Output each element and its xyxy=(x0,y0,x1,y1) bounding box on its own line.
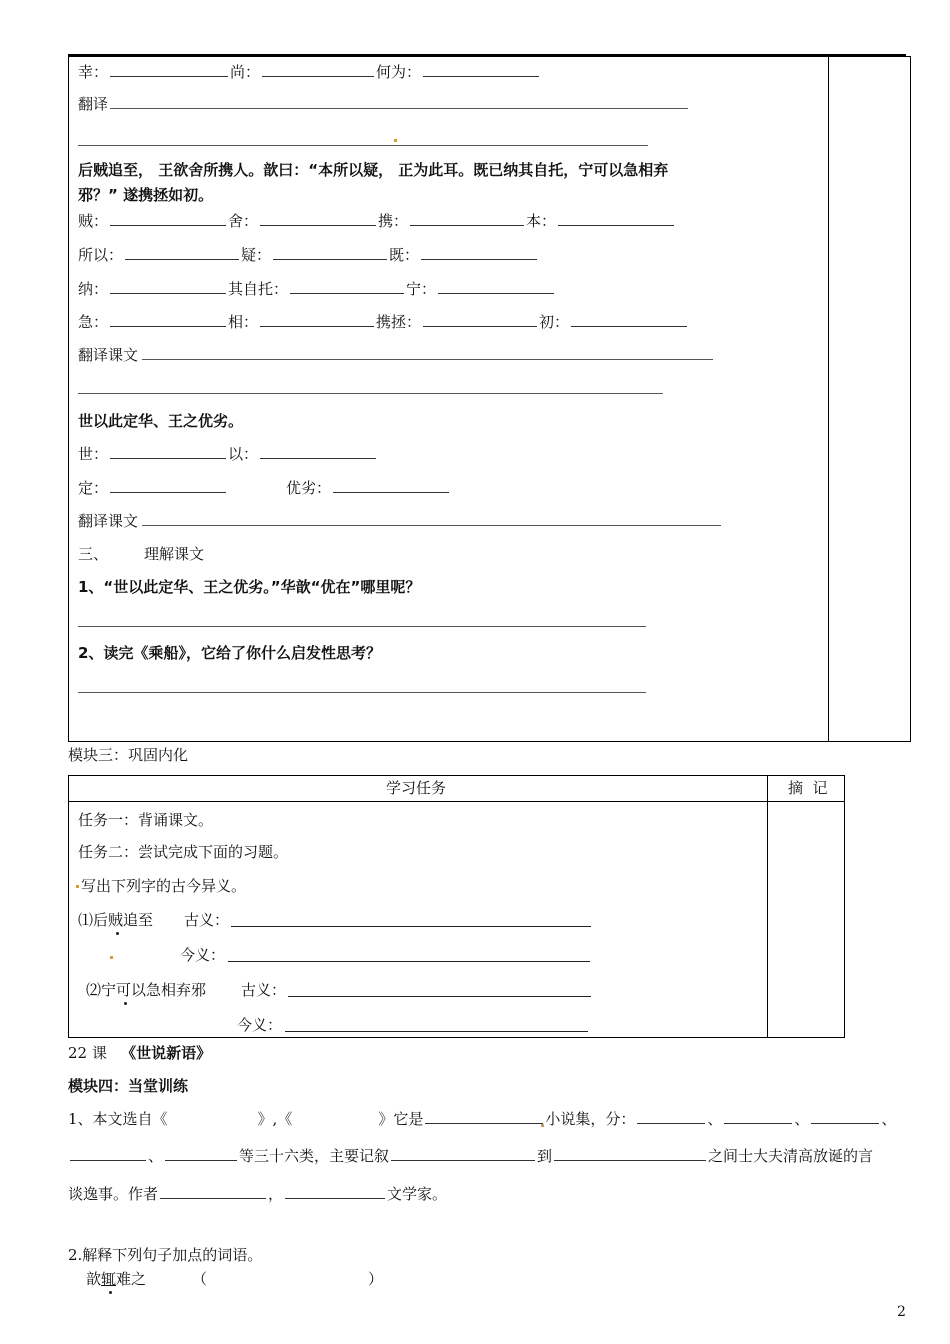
item-1-sentence xyxy=(78,910,153,930)
lesson-heading xyxy=(68,1043,211,1063)
header-task: 学习任务 xyxy=(386,779,447,797)
m4-blank-type[interactable] xyxy=(425,1109,543,1124)
m4-blank-from[interactable] xyxy=(391,1146,535,1161)
m4-q1-line-2 xyxy=(68,1146,873,1166)
item-1-pre: 后 xyxy=(93,911,109,929)
translate-label-2: 翻译课文 xyxy=(78,346,139,364)
m4-q2-emph-char: 辄 xyxy=(101,1270,117,1288)
item-1-emph-char: 贼 xyxy=(108,911,124,929)
sep-2: 、 xyxy=(794,1110,810,1128)
blank-hewei[interactable] xyxy=(423,62,539,77)
m4-blank-cat-5[interactable] xyxy=(165,1146,237,1161)
blank-xing[interactable] xyxy=(110,62,228,77)
page-number: 2 xyxy=(897,1304,906,1320)
item-2-pre: 宁 xyxy=(101,981,117,999)
blank-ding[interactable] xyxy=(110,478,226,493)
m4-blank-to[interactable] xyxy=(554,1146,706,1161)
lesson-title: 《世说新语》 xyxy=(121,1044,212,1062)
blank-xiezheng[interactable] xyxy=(423,312,537,327)
blank-ji[interactable] xyxy=(110,312,226,327)
label-xie: 携： xyxy=(378,212,409,230)
translate-line-2b[interactable] xyxy=(78,393,663,394)
label-xing: 幸： xyxy=(78,63,109,81)
m4-q2-item xyxy=(86,1269,146,1289)
accent-dot-3 xyxy=(110,956,113,959)
blank-zei[interactable] xyxy=(110,211,226,226)
label-youlie: 优劣： xyxy=(286,479,332,497)
m4-q1-line3-b: ， xyxy=(268,1185,284,1203)
question-1: 1、“世以此定华、王之优劣。”华歆“优在”哪里呢？ xyxy=(78,578,421,596)
m4-q1-line2-d: 之间士大夫清高放诞的言 xyxy=(708,1147,874,1165)
label-ji2: 既： xyxy=(389,246,420,264)
blank-na[interactable] xyxy=(110,279,226,294)
label-xiang: 相： xyxy=(228,313,259,331)
blank-xiang[interactable] xyxy=(260,312,374,327)
label-she: 舍： xyxy=(228,212,259,230)
m4-q2-post: 难之 xyxy=(116,1270,147,1288)
translate-label-3: 翻译课文 xyxy=(78,512,139,530)
m4-blank-cat-2[interactable] xyxy=(724,1109,792,1124)
label-shi: 世： xyxy=(78,445,109,463)
upper-table-divider xyxy=(828,56,829,742)
vocab-row-xing xyxy=(78,62,541,82)
m4-q1-line3-c: 文学家。 xyxy=(387,1185,448,1203)
m4-q1-b: 》,《 xyxy=(257,1110,293,1128)
label-ji: 急： xyxy=(78,313,109,331)
vocab-row-zei xyxy=(78,211,676,231)
item-2-jin-line[interactable] xyxy=(285,1031,588,1032)
sep-1: 、 xyxy=(707,1110,723,1128)
blank-yi[interactable] xyxy=(273,245,387,260)
blank-xie[interactable] xyxy=(410,211,524,226)
label-qizituo: 其自托： xyxy=(228,280,289,298)
item-2-jin-label: 今义： xyxy=(237,1016,283,1034)
item-1-jin-line[interactable] xyxy=(228,961,590,962)
m4-q2: 2.解释下列句子加点的词语。 xyxy=(68,1246,263,1264)
m4-blank-cat-1[interactable] xyxy=(637,1109,705,1124)
module-3-title: 模块三：巩固内化 xyxy=(68,746,189,764)
item-2-sentence xyxy=(86,980,206,1000)
m4-q1-a: 1、本文选自《 xyxy=(68,1110,168,1128)
translate-line-1a[interactable] xyxy=(110,108,688,109)
vocab-row-suoyi xyxy=(78,245,539,265)
label-yi: 疑： xyxy=(241,246,272,264)
m4-q1-line3-a: 谈逸事。作者 xyxy=(68,1185,159,1203)
m4-q1-line-3 xyxy=(68,1184,447,1204)
label-zei: 贼： xyxy=(78,212,109,230)
label-na: 纳： xyxy=(78,280,109,298)
m4-q1-line2-c: 到 xyxy=(537,1147,553,1165)
module-4-title: 模块四：当堂训练 xyxy=(68,1077,189,1095)
module-3-table-divider xyxy=(767,775,768,1038)
task-2: 任务二：尝试完成下面的习题。 xyxy=(78,843,289,861)
accent-dot-2 xyxy=(76,885,79,888)
accent-dot xyxy=(394,139,397,142)
answer-line-q1[interactable] xyxy=(78,626,646,627)
label-hewei: 何为： xyxy=(376,63,422,81)
m4-q1-d: 小说集，分： xyxy=(545,1110,636,1128)
m4-blank-dynasty[interactable] xyxy=(285,1184,385,1199)
vocab-row-na xyxy=(78,279,556,299)
sep-4: 、 xyxy=(148,1147,164,1165)
blank-ning[interactable] xyxy=(438,279,554,294)
m4-q2-close-paren: ） xyxy=(368,1270,384,1288)
instruction: 写出下列字的古今异义。 xyxy=(81,877,247,895)
blank-suoyi[interactable] xyxy=(125,245,239,260)
sep-3: 、 xyxy=(881,1110,897,1128)
passage-2-line-1: 后贼追至， 王欲舍所携人。歆曰：“本所以疑， 正为此耳。既已纳其自托，宁可以急相弃 xyxy=(78,161,669,179)
item-1-gu-line[interactable] xyxy=(231,926,591,927)
blank-she[interactable] xyxy=(260,211,376,226)
part-3-number: 三、 xyxy=(78,545,109,563)
blank-chu[interactable] xyxy=(571,312,687,327)
blank-qizituo[interactable] xyxy=(290,279,404,294)
passage-3: 世以此定华、王之优劣。 xyxy=(78,412,244,430)
m4-blank-cat-4[interactable] xyxy=(70,1146,146,1161)
item-2-post: 以急相弃邪 xyxy=(131,981,207,999)
blank-shang[interactable] xyxy=(262,62,374,77)
label-xiezheng: 携拯： xyxy=(376,313,422,331)
label-ben: 本： xyxy=(526,212,557,230)
m4-q2-open-paren: （ xyxy=(192,1270,208,1288)
m4-q1-line2-b: 等三十六类，主要记叙 xyxy=(239,1147,390,1165)
vocab-row-ding xyxy=(78,478,228,498)
lesson-number: 22 课 xyxy=(68,1044,107,1062)
m4-blank-author[interactable] xyxy=(160,1184,266,1199)
m4-q1-c: 》它是 xyxy=(378,1110,424,1128)
blank-yi2[interactable] xyxy=(260,444,376,459)
accent-dot-4 xyxy=(541,1124,544,1127)
m4-blank-cat-3[interactable] xyxy=(811,1109,879,1124)
item-1-post: 追至 xyxy=(123,911,154,929)
task-1: 任务一：背诵课文。 xyxy=(78,811,214,829)
m4-q1-line-1 xyxy=(68,1109,896,1129)
item-1-gu-label: 古义： xyxy=(184,911,230,929)
upper-table xyxy=(68,56,911,742)
module-3-header-rule xyxy=(68,801,845,802)
item-2-num: ⑵ xyxy=(86,981,102,999)
blank-shi[interactable] xyxy=(110,444,226,459)
item-2-emph-char: 可 xyxy=(116,981,132,999)
label-shang: 尚： xyxy=(230,63,261,81)
blank-ji2[interactable] xyxy=(421,245,537,260)
blank-ben[interactable] xyxy=(558,211,674,226)
item-1-num: ⑴ xyxy=(78,911,94,929)
label-ning: 宁： xyxy=(406,280,437,298)
translate-line-1b[interactable] xyxy=(78,145,648,146)
vocab-row-ji xyxy=(78,312,689,332)
part-3-title: 理解课文 xyxy=(144,545,205,563)
m4-q2-pre: 歆 xyxy=(86,1270,102,1288)
vocab-row-shi xyxy=(78,444,378,464)
item-2-gu-line[interactable] xyxy=(288,996,591,997)
item-1-jin-label: 今义： xyxy=(180,946,226,964)
vocab-row-youlie xyxy=(286,478,451,498)
blank-youlie[interactable] xyxy=(333,478,449,493)
translate-line-2a[interactable] xyxy=(142,359,713,360)
header-note: 摘 记 xyxy=(788,779,828,797)
question-2: 2、读完《乘船》，它给了你什么启发性思考？ xyxy=(78,644,381,662)
label-chu: 初： xyxy=(539,313,570,331)
label-suoyi: 所以： xyxy=(78,246,124,264)
translate-line-3[interactable] xyxy=(142,525,721,526)
label-yi2: 以： xyxy=(228,445,259,463)
label-ding: 定： xyxy=(78,479,109,497)
passage-2-line-2: 邪？” 遂携拯如初。 xyxy=(78,186,214,204)
answer-line-q2[interactable] xyxy=(78,692,646,693)
translate-label-1: 翻译 xyxy=(78,95,109,113)
item-2-gu-label: 古义： xyxy=(241,981,287,999)
